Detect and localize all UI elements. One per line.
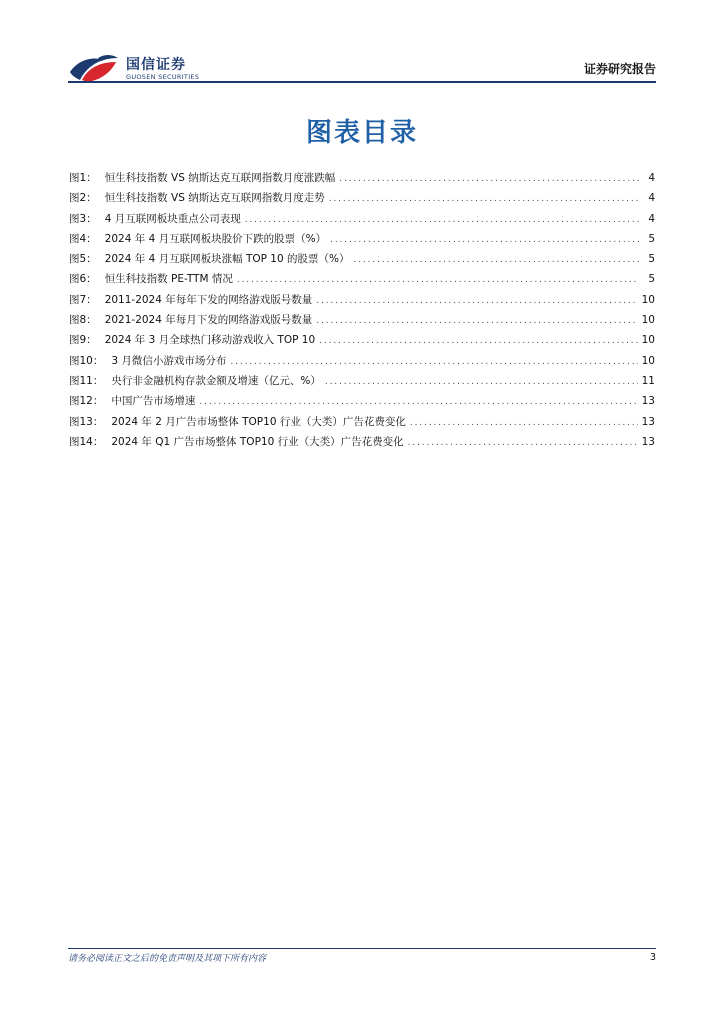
toc-dot-leader	[237, 273, 639, 285]
toc-entry-title: 2024 年 2 月广告市场整体 TOP10 行业（大类）广告花费变化	[111, 415, 406, 428]
toc-entry[interactable]	[69, 312, 655, 332]
toc-entry-label: 图5：	[69, 253, 97, 266]
toc-entry-title: 恒生科技指数 PE-TTM 情况	[104, 273, 233, 286]
toc-entry-page: 13	[641, 395, 655, 408]
toc-entry-label: 图12：	[69, 395, 104, 408]
toc-dot-leader	[316, 294, 637, 306]
toc-entry[interactable]	[69, 271, 655, 291]
guosen-logo	[68, 50, 208, 84]
toc-entry-label: 图3：	[69, 212, 97, 225]
toc-entry-label: 图13：	[69, 415, 104, 428]
toc-dot-leader	[199, 395, 637, 407]
toc-entry-page: 4	[648, 172, 655, 184]
toc-dot-leader	[353, 253, 639, 265]
toc-entry-label: 图6：	[69, 273, 97, 286]
toc-entry-title: 4 月互联网板块重点公司表现	[104, 212, 241, 225]
footer-disclaimer: 请务必阅读正文之后的免责声明及其项下所有内容	[68, 954, 267, 964]
toc-dot-leader	[245, 213, 639, 225]
toc-entry[interactable]	[69, 211, 655, 231]
toc-entry-page: 13	[641, 435, 655, 448]
toc-entry-page: 4	[648, 192, 655, 205]
toc-entry-label: 图1：	[69, 172, 97, 184]
page-header	[68, 48, 656, 84]
toc-entry-label: 图8：	[69, 314, 97, 327]
toc-entry-page: 11	[641, 374, 655, 387]
toc-dot-leader	[410, 416, 638, 428]
toc-dot-leader	[316, 314, 637, 326]
toc-entry-title: 2024 年 3 月全球热门移动游戏收入 TOP 10	[104, 334, 316, 347]
toc-entry-label: 图4：	[69, 232, 97, 245]
toc-entry-page: 10	[641, 334, 655, 347]
toc-entry[interactable]	[69, 373, 655, 393]
toc-entry-title: 2021-2024 年每月下发的网络游戏版号数量	[104, 314, 313, 327]
toc-dot-leader	[319, 334, 637, 346]
toc-entry-page: 5	[648, 273, 655, 286]
toc-entry-label: 图11：	[69, 374, 104, 387]
toc-entry-label: 图9：	[69, 334, 97, 347]
toc-entry-page: 5	[648, 253, 655, 266]
page-title: 图表目录	[305, 118, 418, 148]
toc-entry-page: 4	[648, 212, 655, 225]
toc-entry[interactable]	[69, 292, 655, 312]
toc-entry-title: 2011-2024 年每年下发的网络游戏版号数量	[104, 293, 313, 306]
toc-entry-title: 2024 年 4 月互联网板块涨幅 TOP 10 的股票（%）	[104, 253, 350, 266]
toc-entry-title: 2024 年 Q1 广告市场整体 TOP10 行业（大类）广告花费变化	[111, 435, 404, 448]
toc-dot-leader	[339, 172, 639, 184]
toc-entry-label: 图7：	[69, 293, 97, 306]
toc-entry-label: 图2：	[69, 192, 97, 205]
logo-english-name: GUOSEN SECURITIES	[126, 73, 200, 81]
logo-chinese-name: 国信证券	[126, 57, 186, 73]
toc-dot-leader	[408, 436, 638, 448]
toc-entry-label: 图10：	[69, 354, 104, 367]
toc-dot-leader	[330, 233, 639, 245]
toc-entry[interactable]	[69, 414, 655, 434]
toc-entry-title: 央行非金融机构存款金额及增速（亿元、%）	[111, 374, 321, 387]
toc-entry-title: 3 月微信小游戏市场分布	[111, 354, 227, 367]
page-number: 3	[649, 952, 656, 963]
toc-entry-title: 中国广告市场增速	[111, 395, 196, 408]
toc-entry[interactable]	[69, 353, 655, 373]
toc-entry[interactable]	[69, 393, 655, 413]
toc-dot-leader	[230, 355, 637, 367]
toc-dot-leader	[329, 192, 639, 204]
report-type-label: 证券研究报告	[583, 62, 656, 76]
toc-entry-label: 图14：	[69, 435, 104, 448]
toc-dot-leader	[325, 375, 638, 387]
toc-entry-title: 2024 年 4 月互联网板块股价下跌的股票（%）	[104, 232, 327, 245]
footer-divider	[68, 948, 656, 949]
toc-entry-title: 恒生科技指数 VS 纳斯达克互联网指数月度涨跌幅	[104, 172, 336, 184]
toc-entry[interactable]	[69, 231, 655, 251]
toc-entry-page: 10	[641, 314, 655, 327]
toc-entry[interactable]	[69, 251, 655, 271]
guosen-logo-icon	[68, 50, 120, 84]
toc-entry-title: 恒生科技指数 VS 纳斯达克互联网指数月度走势	[104, 192, 325, 205]
header-divider	[68, 81, 656, 83]
toc-entry[interactable]	[69, 190, 655, 210]
toc-entry-page: 10	[641, 354, 655, 367]
figure-table-of-contents	[69, 170, 655, 454]
toc-entry[interactable]	[69, 170, 655, 190]
toc-entry-page: 13	[641, 415, 655, 428]
toc-entry[interactable]	[69, 434, 655, 454]
toc-entry-page: 10	[641, 293, 655, 306]
toc-entry-page: 5	[648, 232, 655, 245]
toc-entry[interactable]	[69, 332, 655, 352]
